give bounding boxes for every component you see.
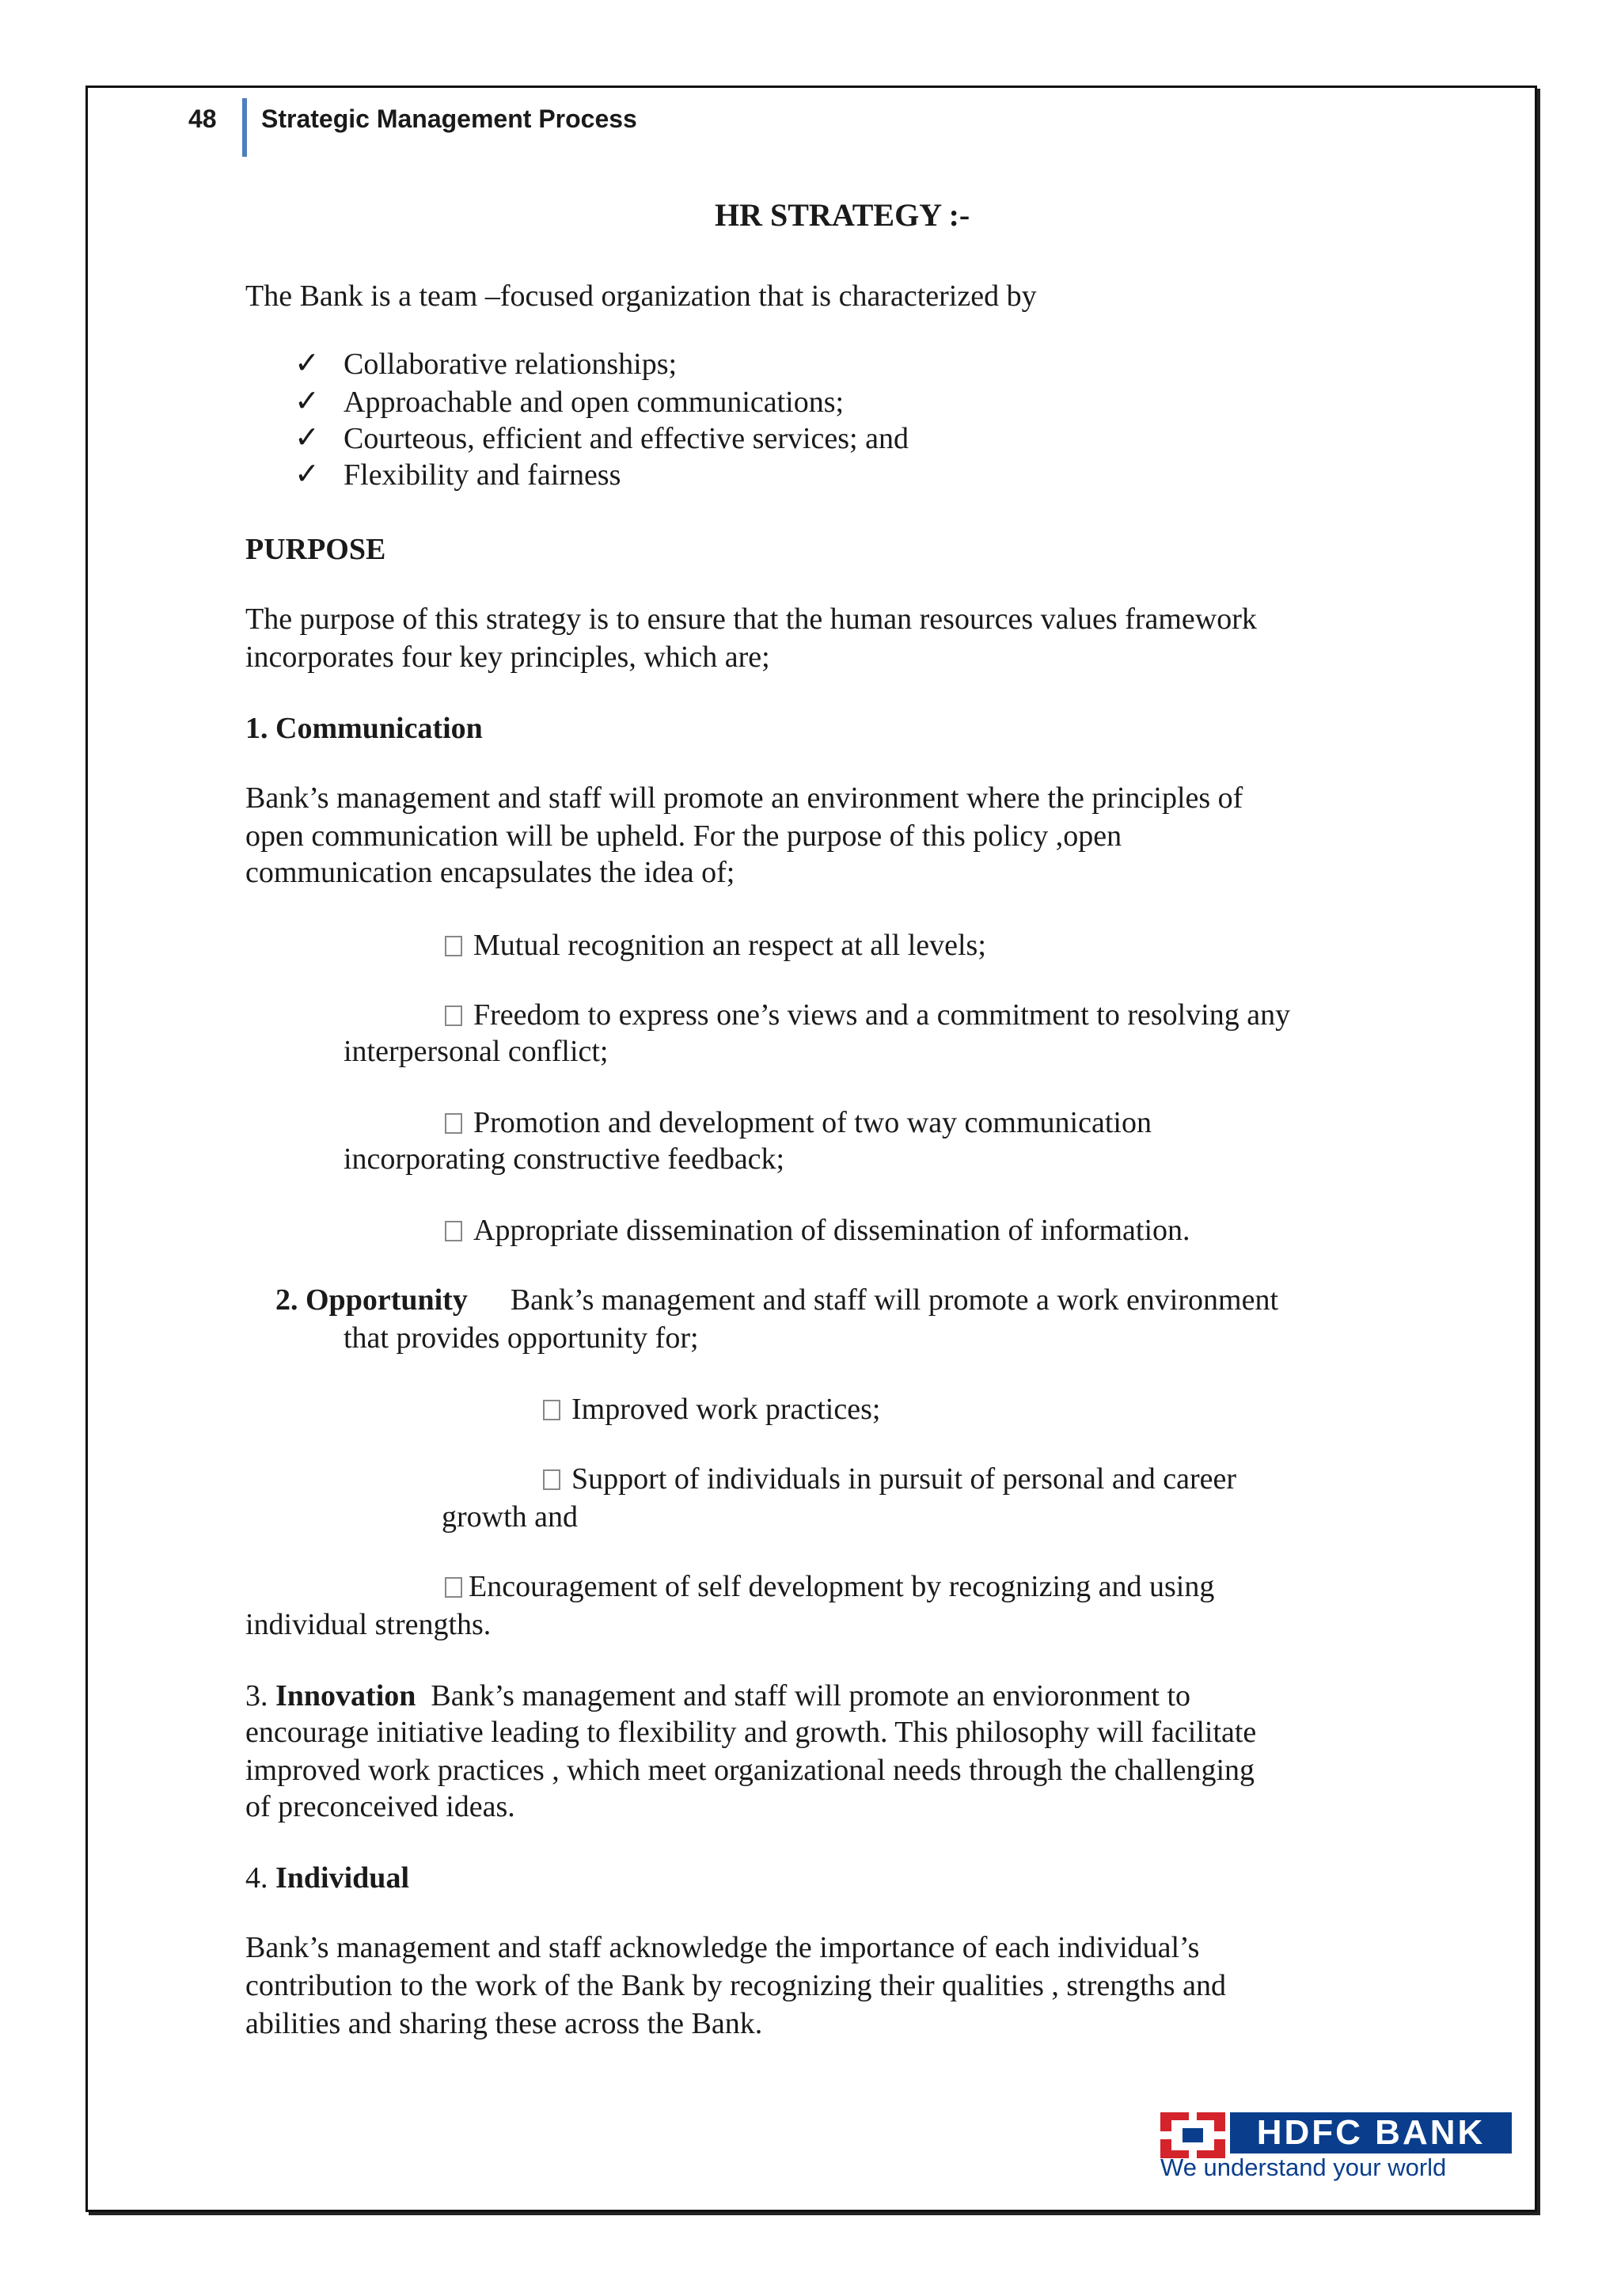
innovation-text: encourage initiative leading to flexibility and growth. This philosophy will facilitate [245, 1716, 1257, 1749]
list-item: Promotion and development of two way communication [445, 1104, 1152, 1142]
communication-text: Bank’s management and staff will promote an environment where the principles of [245, 781, 1243, 815]
checkmark-icon: ✓ [294, 420, 320, 454]
communication-text: communication encapsulates the idea of; [245, 856, 735, 889]
section-heading-communication: 1. Communication [245, 712, 483, 745]
purpose-text: incorporates four key principles, which are; [245, 641, 770, 674]
check-item: Flexibility and fairness [344, 458, 621, 492]
bank-name: HDFC BANK [1230, 2112, 1512, 2153]
checkmark-icon: ✓ [294, 345, 320, 380]
list-item: Support of individuals in pursuit of personal and career [543, 1460, 1236, 1498]
section-heading-opportunity: 2. Opportunity [275, 1283, 468, 1317]
list-item: Freedom to express one’s views and a commitment to resolving any [445, 996, 1290, 1034]
check-item: Approachable and open communications; [344, 386, 845, 419]
check-item: Courteous, efficient and effective services; and [344, 422, 909, 455]
opportunity-paragraph: 2. Opportunity Bank’s management and staff will promote a work environment [275, 1283, 1278, 1317]
bullet-box-icon [445, 1221, 462, 1241]
bullet-box-icon [445, 936, 462, 956]
bullet-box-icon [543, 1400, 560, 1420]
check-item: Collaborative relationships; [344, 348, 678, 381]
list-item: Improved work practices; [543, 1390, 880, 1428]
bullet-box-icon [445, 1577, 462, 1598]
opportunity-text: that provides opportunity for; [344, 1321, 699, 1355]
checkmark-icon: ✓ [294, 456, 320, 491]
individual-heading-line: 4. Individual [245, 1861, 409, 1895]
section-heading-innovation: Innovation [275, 1679, 416, 1712]
list-item: Appropriate dissemination of dissemination of information. [445, 1211, 1190, 1249]
list-item: Mutual recognition an respect at all levels; [445, 926, 986, 964]
individual-text: contribution to the work of the Bank by recognizing their qualities , strengths and [245, 1969, 1226, 2002]
section-heading-purpose: PURPOSE [245, 533, 386, 566]
individual-text: Bank’s management and staff acknowledge the importance of each individual’s [245, 1931, 1200, 1964]
list-item-continued: incorporating constructive feedback; [344, 1142, 785, 1176]
hdfc-bank-logo [1160, 2112, 1513, 2181]
checkmark-icon: ✓ [294, 383, 320, 418]
header-divider [242, 98, 247, 157]
running-title: Strategic Management Process [261, 105, 637, 133]
innovation-paragraph: 3. Innovation Bank’s management and staff will promote an envioronment to [245, 1679, 1191, 1712]
list-item: Encouragement of self development by recognizing and using [445, 1568, 1214, 1606]
communication-text: open communication will be upheld. For the purpose of this policy ,open [245, 819, 1122, 853]
bank-tagline: We understand your world [1160, 2153, 1447, 2181]
list-item-continued: growth and [442, 1500, 579, 1534]
section-heading-individual: Individual [275, 1861, 409, 1895]
intro-text: The Bank is a team –focused organization that is characterized by [245, 279, 1037, 313]
innovation-text: of preconceived ideas. [245, 1790, 515, 1823]
bullet-box-icon [445, 1113, 462, 1134]
bullet-box-icon [543, 1469, 560, 1490]
purpose-text: The purpose of this strategy is to ensure that the human resources values framework [245, 603, 1257, 636]
innovation-text: improved work practices , which meet organizational needs through the challenging [245, 1754, 1255, 1787]
bullet-box-icon [445, 1005, 462, 1026]
page-title: HR STRATEGY :- [715, 197, 970, 233]
hdfc-logo-mark-icon [1160, 2112, 1225, 2158]
list-item-continued: individual strengths. [245, 1608, 492, 1641]
page-number: 48 [188, 105, 217, 133]
individual-text: abilities and sharing these across the Bank. [245, 2007, 763, 2040]
list-item-continued: interpersonal conflict; [344, 1035, 609, 1068]
